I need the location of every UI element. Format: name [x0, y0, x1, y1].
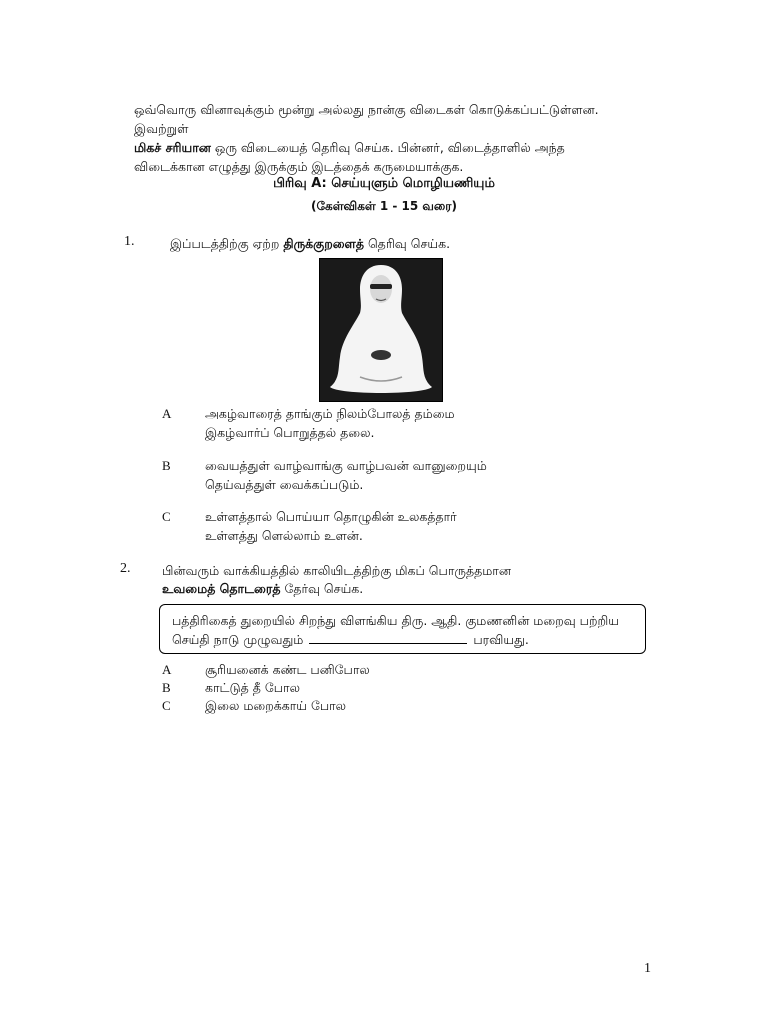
option-line: இகழ்வார்ப் பொறுத்தல் தலை.: [205, 425, 375, 440]
question-2-text: [162, 562, 511, 598]
sentence-line-2: [172, 630, 633, 649]
instruction-emphasis: மிகச் சரியான: [134, 140, 211, 155]
instruction-line-1: ஒவ்வொரு வினாவுக்கும் மூன்று அல்லது நான்கு விடைகள் கொடுக்கப்பட்டுள்ளன. இவற்றுள்: [134, 102, 599, 136]
question-2-line-1: பின்வரும் வாக்கியத்தில் காலியிடத்திற்கு மிகப் பொருத்தமான: [162, 563, 511, 578]
question-2-number: 2.: [120, 561, 131, 576]
sentence-line-2-pre: செய்தி நாடு முழுவதும்: [172, 632, 304, 647]
fill-in-blank: [309, 643, 467, 644]
option-line: அகழ்வாரைத் தாங்கும் நிலம்போலத் தம்மை: [205, 406, 455, 421]
question-2-emphasis: உவமைத் தொடரைத்: [162, 581, 281, 596]
option-line: வையத்துள் வாழ்வாங்கு வாழ்பவன் வானுறையும்: [205, 458, 487, 473]
question-2-option-c-letter: C: [162, 698, 171, 713]
question-1-option-b-letter: B: [162, 458, 171, 473]
question-2-line-2-rest: தேர்வு செய்க.: [280, 581, 364, 596]
option-line: உள்ளத்தால் பொய்யா தொழுகின் உலகத்தார்: [205, 509, 457, 524]
question-1-option-a-letter: A: [162, 406, 172, 421]
instructions-paragraph: [134, 100, 644, 176]
question-2-option-b[interactable]: காட்டுத் தீ போல: [205, 680, 300, 695]
question-1-text-post: தெரிவு செய்க.: [363, 236, 451, 251]
option-line: உள்ளத்து ளெல்லாம் உளன்.: [205, 528, 363, 543]
instruction-line-2-rest: ஒரு விடையைத் தெரிவு செய்க. பின்னர், விடைத்தாளில் அந்த: [210, 140, 565, 155]
question-1-option-b[interactable]: [205, 456, 487, 494]
question-1-text: [170, 235, 450, 253]
meditating-figure-photo: [319, 258, 443, 402]
section-subtitle: (கேள்விகள் 1 - 15 வரை): [311, 199, 457, 213]
question-2-line-2: [162, 580, 511, 598]
meditating-figure-illustration: [320, 259, 442, 401]
question-1-option-c-letter: C: [162, 509, 171, 524]
question-2-option-c[interactable]: இலை மறைக்காய் போல: [205, 698, 347, 713]
page-number: 1: [644, 961, 651, 976]
question-1-number: 1.: [124, 234, 135, 249]
question-1-option-a[interactable]: [205, 404, 455, 442]
instruction-line-3: விடைக்கான எழுத்து இருக்கும் இடத்தைக் கருமையாக்குக.: [134, 159, 464, 174]
question-2-option-b-letter: B: [162, 680, 171, 695]
question-2-option-a[interactable]: சூரியனைக் கண்ட பனிபோல: [205, 662, 370, 677]
instruction-line-2: [134, 138, 644, 157]
option-line: தெய்வத்துள் வைக்கப்படும்.: [205, 477, 364, 492]
sentence-box: [159, 604, 646, 654]
question-2-option-a-letter: A: [162, 662, 172, 677]
sentence-line-2-post: பரவியது.: [473, 632, 529, 647]
section-title: பிரிவு A: செய்யுளும் மொழியணியும்: [273, 176, 495, 191]
question-1-text-emphasis: திருக்குறளைத்: [283, 236, 364, 251]
question-1-text-pre: இப்படத்திற்கு ஏற்ற: [170, 236, 284, 251]
question-1-option-c[interactable]: [205, 507, 457, 545]
sentence-line-1: பத்திரிகைத் துறையில் சிறந்து விளங்கிய திரு. ஆதி. குமணனின் மறைவு பற்றிய: [172, 613, 619, 628]
